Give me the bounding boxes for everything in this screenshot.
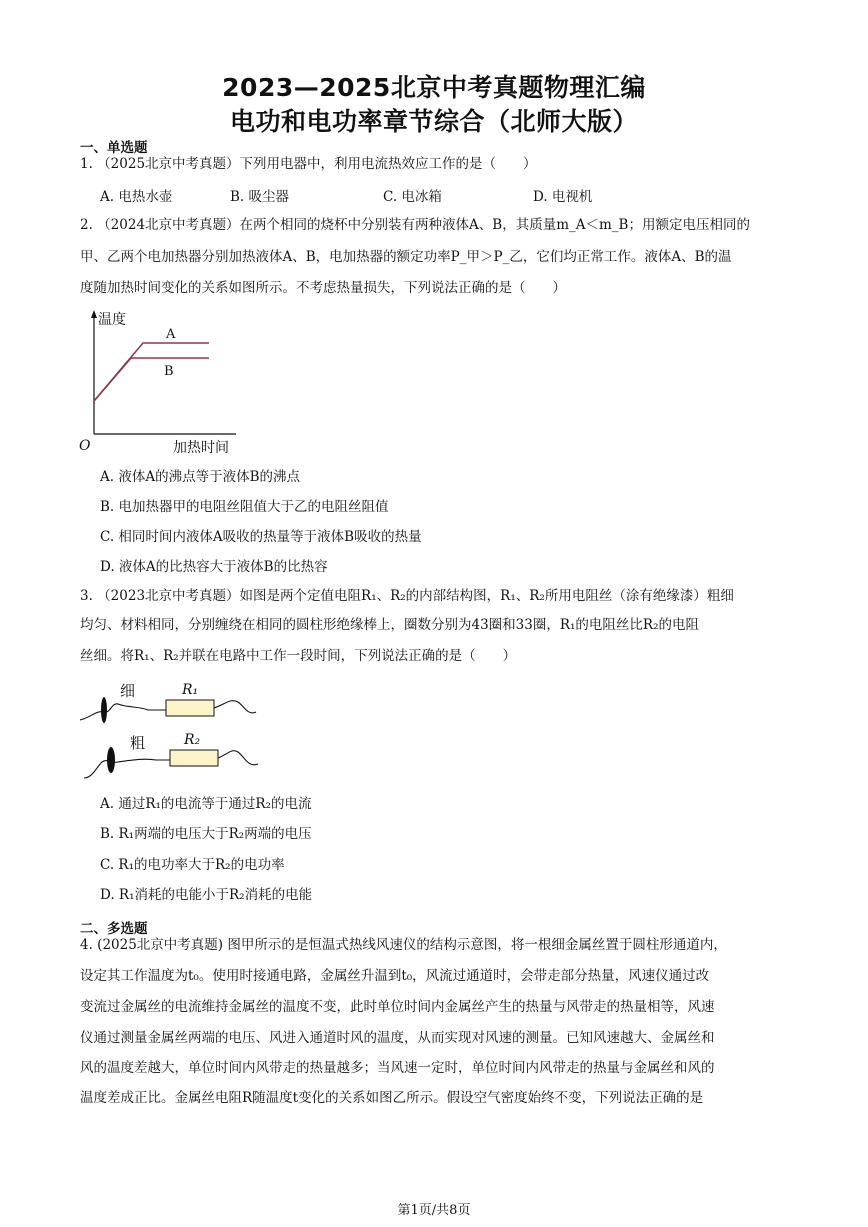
q3-option-c: C. R₁的电功率大于R₂的电功率 xyxy=(100,857,285,873)
graph-xlabel: 加热时间 xyxy=(173,440,229,456)
page-title-line1: 2023—2025北京中考真题物理汇编 xyxy=(222,73,646,102)
graph-origin: O xyxy=(79,438,91,454)
section-multi-choice: 二、多选题 xyxy=(80,921,148,937)
r2-thick-label: 粗 xyxy=(130,734,146,752)
q4-line3: 变流过金属丝的电流维持金属丝的温度不变，此时单位时间内金属丝产生的热量与风带走的热量相等，风速 xyxy=(80,999,715,1015)
q1-option-c: C. 电冰箱 xyxy=(383,189,442,205)
r2-coil xyxy=(107,747,115,773)
q3-resistor-figure xyxy=(78,672,268,784)
q1-option-b: B. 吸尘器 xyxy=(230,189,290,205)
q3-option-a: A. 通过R₁的电流等于通过R₂的电流 xyxy=(100,796,312,812)
q3-option-d: D. R₁消耗的电能小于R₂消耗的电能 xyxy=(100,887,313,903)
r2-body xyxy=(170,750,218,766)
r1-body xyxy=(166,700,214,716)
r1-coil xyxy=(101,697,107,723)
q4-line5: 风的温度差越大，单位时间内风带走的热量越多；当风速一定时，单位时间内风带走的热量与金属丝和风的 xyxy=(80,1060,715,1076)
graph-label-b: B xyxy=(164,364,174,379)
q2-option-b: B. 电加热器甲的电阻丝阻值大于乙的电阻丝阻值 xyxy=(100,499,389,515)
q4-line2: 设定其工作温度为t₀。使用时接通电路，金属丝升温到t₀，风流过通道时，会带走部分热量，风速仪通过改 xyxy=(80,968,710,984)
graph-label-a: A xyxy=(166,327,176,342)
r2-label: R₂ xyxy=(184,732,201,748)
q2-line2: 甲、乙两个电加热器分别加热液体A、B，电加热器的额定功率P_甲＞P_乙，它们均正常工作。液体A、B的温 xyxy=(80,249,732,265)
q2-option-c: C. 相同时间内液体A吸收的热量等于液体B吸收的热量 xyxy=(100,529,422,545)
q3-line3: 丝细。将R₁、R₂并联在电路中工作一段时间，下列说法正确的是（ ） xyxy=(80,648,517,664)
r1-label: R₁ xyxy=(182,682,199,698)
q2-option-a: A. 液体A的沸点等于液体B的沸点 xyxy=(100,469,301,485)
q2-line3: 度随加热时间变化的关系如图所示。不考虑热量损失，下列说法正确的是（ ） xyxy=(80,280,566,296)
section-single-choice: 一、单选题 xyxy=(80,140,148,156)
page-title-line2: 电功和电功率章节综合（北师大版） xyxy=(229,107,638,136)
r1-thin-label: 细 xyxy=(120,682,136,700)
page-footer: 第1页/共8页 xyxy=(397,1203,471,1218)
r1-wire-left xyxy=(80,704,166,720)
r1-wire-right xyxy=(214,701,256,713)
q1-stem: 1. （2025北京中考真题）下列用电器中，利用电流热效应工作的是（ ） xyxy=(80,156,537,172)
graph-ylabel: 温度 xyxy=(98,312,126,328)
q2-option-d: D. 液体A的比热容大于液体B的比热容 xyxy=(100,559,328,575)
q1-option-a: A. 电热水壶 xyxy=(100,189,173,205)
r2-wire-right xyxy=(218,751,258,765)
q4-line4: 仪通过测量金属丝两端的电压、风进入通道时风的温度，从而实现对风速的测量。已知风速越大、金属丝和 xyxy=(80,1030,715,1046)
q1-option-d: D. 电视机 xyxy=(533,189,593,205)
q4-line1: 4. (2025北京中考真题) 图甲所示的是恒温式热线风速仪的结构示意图，将一根细金属丝置于圆柱形通道内， xyxy=(80,937,727,953)
curve-a xyxy=(94,343,209,401)
q3-option-b: B. R₁两端的电压大于R₂两端的电压 xyxy=(100,826,312,842)
q2-temperature-graph xyxy=(76,306,246,458)
q2-line1: 2. （2024北京中考真题）在两个相同的烧杯中分别装有两种液体A、B，其质量m_A＜m_B；用额定电压相同的 xyxy=(80,217,750,233)
q3-line2: 均匀、材料相同，分别缠绕在相同的圆柱形绝缘棒上，圈数分别为43圈和33圈，R₁的电阻丝比R₂的电阻 xyxy=(80,617,700,633)
q4-line6: 温度差成正比。金属丝电阻R随温度t变化的关系如图乙所示。假设空气密度始终不变，下列说法正确的是 xyxy=(80,1090,704,1106)
q3-line1: 3. （2023北京中考真题）如图是两个定值电阻R₁、R₂的内部结构图，R₁、R₂所用电阻丝（涂有绝缘漆）粗细 xyxy=(80,588,734,604)
r2-wire-left xyxy=(84,759,170,778)
